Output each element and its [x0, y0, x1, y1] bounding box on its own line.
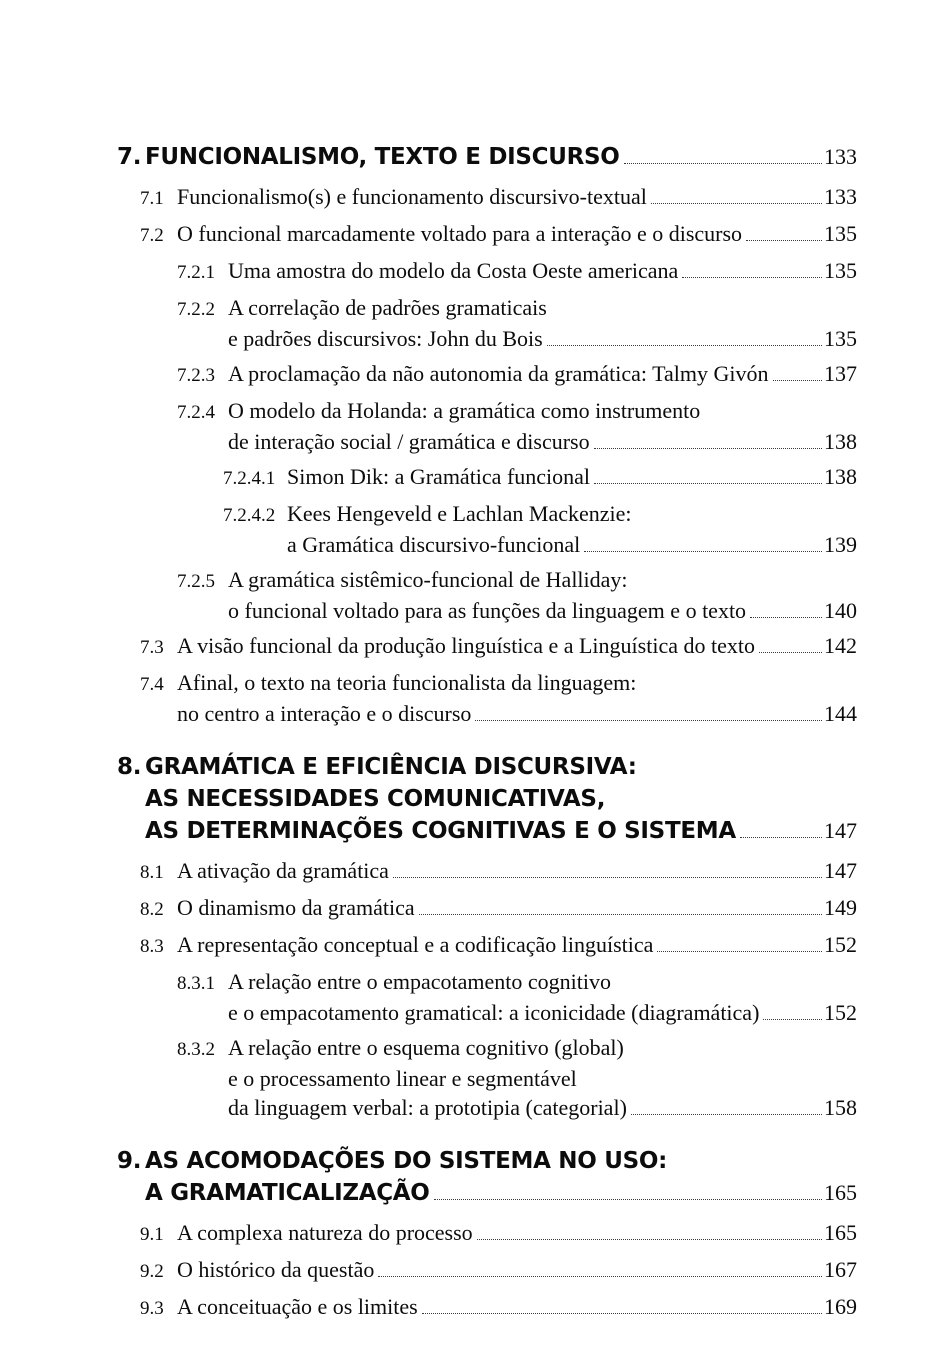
dot-leader [393, 876, 822, 878]
entry-number: 7.2.5 [177, 571, 215, 592]
toc-entry [117, 668, 857, 728]
entry-number: 7.2.1 [177, 262, 215, 283]
entry-number: 8.3.1 [177, 973, 215, 994]
entry-text: Kees Hengeveld e Lachlan Mackenzie: [287, 501, 632, 526]
dot-leader [763, 1018, 822, 1020]
page-number: 147 [824, 818, 857, 843]
toc-chapter-heading [117, 1145, 857, 1209]
chapter-heading-line [117, 783, 857, 815]
chapter-heading-line [117, 1145, 857, 1177]
entry-text: A visão funcional da produção linguística e a Linguística do texto [177, 633, 755, 658]
chapter-block [117, 751, 857, 1122]
page-number: 167 [824, 1257, 857, 1282]
toc-entry-line [140, 930, 857, 961]
entry-text: no centro a interação e o discurso [177, 701, 472, 726]
toc-entry-line [177, 359, 857, 390]
dot-leader [434, 1198, 822, 1200]
page-number: 152 [824, 1000, 857, 1025]
toc-entry-line [177, 565, 857, 596]
toc-entry-line [140, 668, 857, 699]
page-number: 165 [824, 1220, 857, 1245]
entry-text: e o processamento linear e segmentável [228, 1066, 577, 1091]
toc-entry [117, 293, 857, 353]
page-number: 158 [824, 1095, 857, 1120]
toc-entry-line [177, 427, 857, 456]
entry-text: e o empacotamento gramatical: a iconicidade (diagramática) [228, 1000, 760, 1025]
chapter-title: AS ACOMODAÇÕES DO SISTEMA NO USO: [145, 1148, 667, 1174]
toc-entry [117, 462, 857, 493]
dot-leader [594, 482, 822, 484]
page-number: 138 [824, 464, 857, 489]
chapter-title: AS DETERMINAÇÕES COGNITIVAS E O SISTEMA [145, 818, 736, 844]
entry-number: 8.3.2 [177, 1039, 215, 1060]
dot-leader [475, 719, 822, 721]
toc-chapter-heading [117, 751, 857, 847]
dot-leader [746, 239, 822, 241]
page-number: 139 [824, 532, 857, 557]
dot-leader [594, 447, 822, 449]
toc-entry-line [140, 1292, 857, 1323]
entry-text: o funcional voltado para as funções da linguagem e o texto [228, 598, 747, 623]
toc-entry-line [140, 699, 857, 728]
page-number: 133 [824, 184, 857, 209]
toc-entry [117, 219, 857, 250]
dot-leader [773, 379, 822, 381]
toc-entry [117, 1255, 857, 1286]
toc-entry-line [140, 856, 857, 887]
entry-number: 8.1 [140, 862, 164, 883]
chapter-block [117, 1145, 857, 1323]
entry-text: A complexa natureza do processo [177, 1220, 473, 1245]
toc-entry-line [140, 1255, 857, 1286]
entry-text: O modelo da Holanda: a gramática como instrumento [228, 398, 701, 423]
entry-number: 8.2 [140, 899, 164, 920]
toc-entry-line [140, 182, 857, 213]
dot-leader [651, 202, 822, 204]
toc-entry [117, 1218, 857, 1249]
toc-entry [117, 1292, 857, 1323]
toc [117, 141, 857, 1329]
entry-text: A proclamação da não autonomia da gramática: Talmy Givón [228, 361, 769, 386]
entry-number: 9.2 [140, 1261, 164, 1282]
entry-text: A relação entre o empacotamento cognitivo [228, 969, 612, 994]
dot-leader [477, 1238, 822, 1240]
page-number: 140 [824, 598, 857, 623]
page-number: 169 [824, 1294, 857, 1319]
toc-entry [117, 930, 857, 961]
chapter-title: FUNCIONALISMO, TEXTO E DISCURSO [145, 144, 620, 170]
toc-entry-line [177, 1064, 857, 1093]
page-number: 144 [824, 701, 857, 726]
entry-number: 9.3 [140, 1298, 164, 1319]
entry-text: A relação entre o esquema cognitivo (global) [228, 1035, 624, 1060]
dot-leader [682, 276, 822, 278]
dot-leader [657, 950, 822, 952]
entry-number: 8.3 [140, 936, 164, 957]
page-number: 138 [824, 429, 857, 454]
dot-leader [584, 550, 822, 552]
dot-leader [759, 651, 822, 653]
page-number: 142 [824, 633, 857, 658]
entry-number: 9.1 [140, 1224, 164, 1245]
entry-text: O histórico da questão [177, 1257, 375, 1282]
toc-entry-line [177, 1093, 857, 1122]
toc-entry-line [140, 219, 857, 250]
toc-entry-line [177, 324, 857, 353]
chapter-title: GRAMÁTICA E EFICIÊNCIA DISCURSIVA: [145, 754, 637, 780]
dot-leader [547, 344, 822, 346]
page-number: 137 [824, 361, 857, 386]
entry-text: A conceituação e os limites [177, 1294, 418, 1319]
entry-number: 7.2.4.2 [223, 505, 276, 526]
chapter-heading-line [117, 815, 857, 847]
toc-entry-line [223, 462, 857, 493]
entry-text: Simon Dik: a Gramática funcional [287, 464, 591, 489]
page-number: 165 [824, 1180, 857, 1205]
toc-entry-line [177, 396, 857, 427]
toc-entry [117, 359, 857, 390]
entry-number: 7.3 [140, 637, 164, 658]
toc-entry-line [177, 967, 857, 998]
entry-number: 7.4 [140, 674, 164, 695]
entry-number: 7.2.4 [177, 402, 215, 423]
toc-entry [117, 565, 857, 625]
entry-number: 7.2.3 [177, 365, 215, 386]
toc-chapter-heading [117, 141, 857, 173]
toc-entry-line [177, 1033, 857, 1064]
dot-leader [419, 913, 822, 915]
dot-leader [378, 1275, 822, 1277]
toc-entry-line [177, 293, 857, 324]
entry-text: e padrões discursivos: John du Bois [228, 326, 543, 351]
entry-number: 7.2 [140, 225, 164, 246]
chapter-number: 8. [117, 754, 142, 780]
page-number: 135 [824, 258, 857, 283]
chapter-heading-line [117, 141, 857, 173]
entry-text: a Gramática discursivo-funcional [287, 532, 581, 557]
page-number: 152 [824, 932, 857, 957]
entry-text: Afinal, o texto na teoria funcionalista da linguagem: [177, 670, 637, 695]
toc-entry-line [140, 893, 857, 924]
entry-text: A representação conceptual e a codificação linguística [177, 932, 654, 957]
entry-number: 7.2.2 [177, 299, 215, 320]
toc-entry [117, 256, 857, 287]
entry-text: de interação social / gramática e discurso [228, 429, 590, 454]
toc-entry-line [140, 1218, 857, 1249]
toc-entry [117, 1033, 857, 1122]
entry-text: Funcionalismo(s) e funcionamento discursivo-textual [177, 184, 647, 209]
entry-text: O dinamismo da gramática [177, 895, 415, 920]
page-number: 149 [824, 895, 857, 920]
entry-text: Uma amostra do modelo da Costa Oeste americana [228, 258, 679, 283]
dot-leader [750, 616, 822, 618]
toc-entry [117, 182, 857, 213]
toc-entry [117, 396, 857, 456]
toc-entry-line [177, 256, 857, 287]
toc-entry [117, 893, 857, 924]
page-number: 135 [824, 221, 857, 246]
toc-entry [117, 631, 857, 662]
toc-entry-line [177, 998, 857, 1027]
dot-leader [624, 162, 822, 164]
entry-text: A ativação da gramática [177, 858, 389, 883]
toc-entry [117, 967, 857, 1027]
toc-entry-line [177, 596, 857, 625]
toc-entry [117, 856, 857, 887]
chapter-title: A GRAMATICALIZAÇÃO [145, 1180, 430, 1206]
chapter-title: AS NECESSIDADES COMUNICATIVAS, [145, 786, 606, 812]
chapter-heading-line [117, 751, 857, 783]
entry-number: 7.2.4.1 [223, 468, 276, 489]
dot-leader [740, 836, 822, 838]
entry-text: A gramática sistêmico-funcional de Halliday: [228, 567, 628, 592]
page-number: 147 [824, 858, 857, 883]
entry-number: 7.1 [140, 188, 164, 209]
page-number: 135 [824, 326, 857, 351]
dot-leader [422, 1312, 822, 1314]
page-number: 133 [824, 144, 857, 169]
chapter-heading-line [117, 1177, 857, 1209]
chapter-block [117, 141, 857, 728]
toc-entry-line [140, 631, 857, 662]
entry-text: A correlação de padrões gramaticais [228, 295, 547, 320]
chapter-number: 7. [117, 144, 142, 170]
toc-entry-line [223, 530, 857, 559]
entry-text: da linguagem verbal: a prototipia (categorial) [228, 1095, 627, 1120]
chapter-number: 9. [117, 1148, 142, 1174]
toc-entry [117, 499, 857, 559]
dot-leader [631, 1113, 822, 1115]
entry-text: O funcional marcadamente voltado para a interação e o discurso [177, 221, 743, 246]
toc-entry-line [223, 499, 857, 530]
